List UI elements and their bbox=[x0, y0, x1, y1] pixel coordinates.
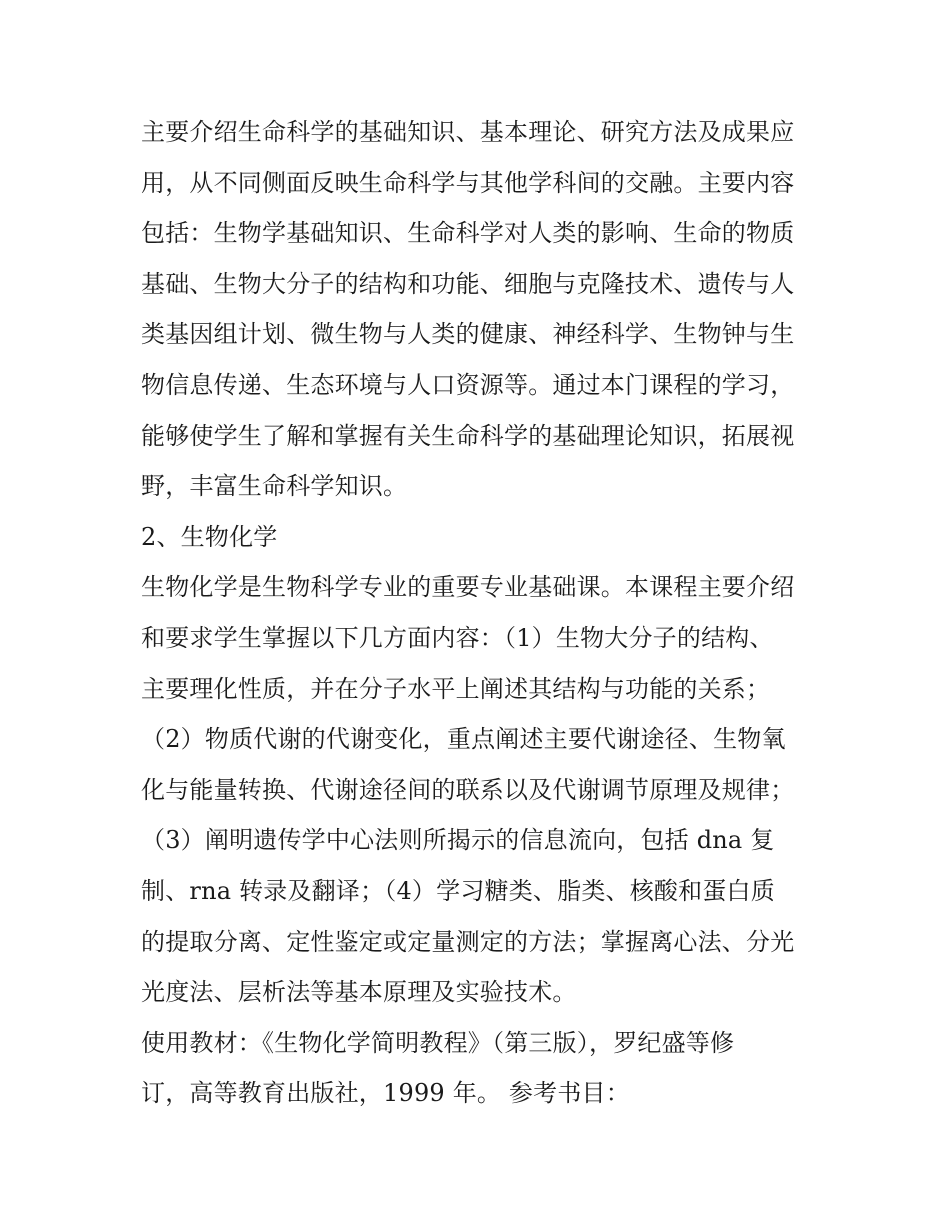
body-line: （2）物质代谢的代谢变化，重点阐述主要代谢途径、生物氧 bbox=[141, 725, 786, 754]
body-line: 野，丰富生命科学知识。 bbox=[141, 472, 408, 501]
body-line: 包括：生物学基础知识、生命科学对人类的影响、生命的物质 bbox=[141, 219, 795, 248]
body-line: 能够使学生了解和掌握有关生命科学的基础理论知识，拓展视 bbox=[141, 421, 795, 450]
body-line: 类基因组计划、微生物与人类的健康、神经科学、生物钟与生 bbox=[141, 320, 795, 349]
body-line: 基础、生物大分子的结构和功能、细胞与克隆技术、遗传与人 bbox=[141, 269, 795, 298]
body-line: 主要理化性质，并在分子水平上阐述其结构与功能的关系； bbox=[141, 674, 771, 703]
textbook-line: 使用教材：《生物化学简明教程》（第三版），罗纪盛等修 bbox=[141, 1028, 735, 1057]
body-line: 和要求学生掌握以下几方面内容：（1）生物大分子的结构、 bbox=[141, 623, 774, 652]
document-body bbox=[141, 107, 821, 1119]
body-line: 的提取分离、定性鉴定或定量测定的方法；掌握离心法、分光 bbox=[141, 927, 795, 956]
body-line: 用，从不同侧面反映生命科学与其他学科间的交融。主要内容 bbox=[141, 168, 795, 197]
body-line: 物信息传递、生态环境与人口资源等。通过本门课程的学习， bbox=[141, 370, 795, 399]
body-line: 主要介绍生命科学的基础知识、基本理论、研究方法及成果应 bbox=[141, 118, 795, 146]
body-line: 化与能量转换、代谢途径间的联系以及代谢调节原理及规律； bbox=[141, 775, 795, 804]
body-line: 生物化学是生物科学专业的重要专业基础课。本课程主要介绍 bbox=[141, 573, 795, 602]
body-line: 光度法、层析法等基本原理及实验技术。 bbox=[141, 978, 577, 1007]
body-line: 制、rna 转录及翻译；（4）学习糖类、脂类、核酸和蛋白质 bbox=[141, 876, 775, 905]
textbook-line: 订，高等教育出版社，1999 年。 参考书目： bbox=[141, 1079, 630, 1108]
body-line: （3）阐明遗传学中心法则所揭示的信息流向，包括 dna 复 bbox=[141, 826, 775, 855]
section-heading: 2、生物化学 bbox=[141, 522, 278, 551]
